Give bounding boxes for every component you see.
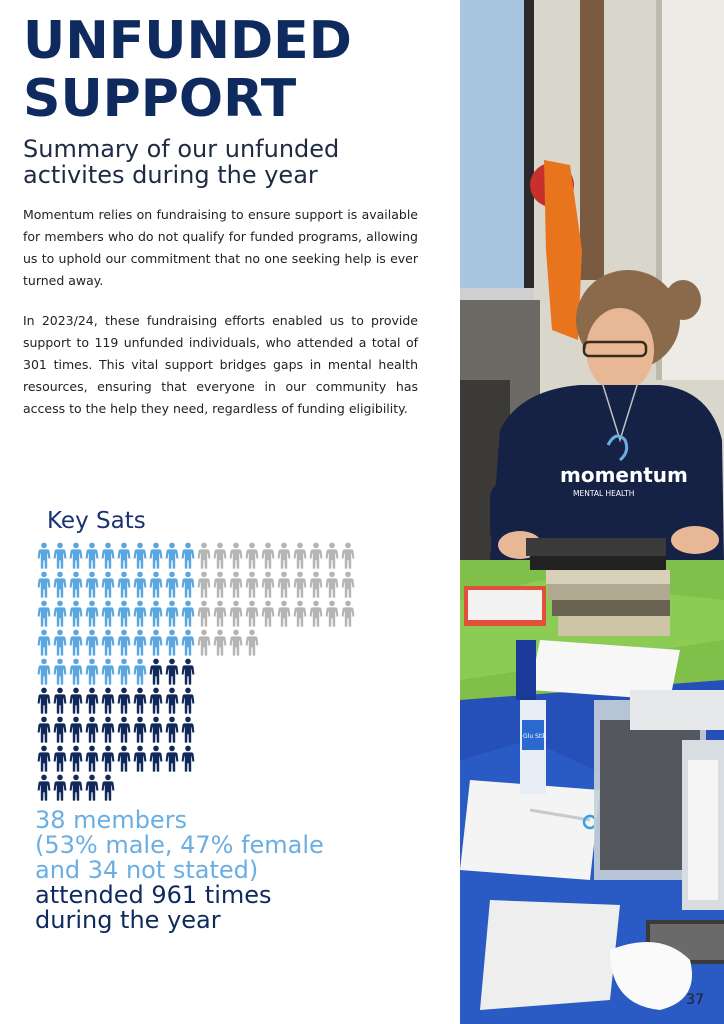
person-icon-dark <box>84 745 100 774</box>
person-icon-light <box>164 600 180 629</box>
person-icon-dark <box>180 716 196 745</box>
grid-spacer <box>340 745 356 774</box>
person-icon-dark <box>132 745 148 774</box>
grid-spacer <box>324 687 340 716</box>
shirt-brand-text: momentum <box>560 463 688 487</box>
grid-spacer <box>276 716 292 745</box>
grid-spacer <box>292 716 308 745</box>
person-icon-dark <box>164 745 180 774</box>
person-icon-dark <box>164 658 180 687</box>
grid-spacer <box>292 745 308 774</box>
grid-spacer <box>260 745 276 774</box>
person-icon-dark <box>84 687 100 716</box>
grid-spacer <box>244 658 260 687</box>
person-icon-gray <box>276 571 292 600</box>
grid-spacer <box>324 745 340 774</box>
person-icon-light <box>52 600 68 629</box>
grid-spacer <box>276 629 292 658</box>
grid-spacer <box>308 745 324 774</box>
person-icon-gray <box>228 600 244 629</box>
people-infographic <box>36 542 356 803</box>
key-stats-heading: Key Sats <box>47 508 146 534</box>
grid-spacer <box>180 774 196 803</box>
person-icon-dark <box>84 774 100 803</box>
person-icon-dark <box>116 716 132 745</box>
summary-period: during the year <box>35 906 221 934</box>
person-icon-light <box>148 571 164 600</box>
person-icon-dark <box>180 745 196 774</box>
grid-spacer <box>308 629 324 658</box>
person-icon-gray <box>324 571 340 600</box>
grid-spacer <box>164 774 180 803</box>
person-icon-gray <box>244 600 260 629</box>
person-icon-dark <box>36 745 52 774</box>
person-icon-light <box>68 571 84 600</box>
grid-spacer <box>228 774 244 803</box>
workshop-photo <box>460 0 724 1024</box>
person-icon-light <box>84 658 100 687</box>
person-icon-gray <box>260 542 276 571</box>
person-icon-light <box>180 600 196 629</box>
person-icon-light <box>180 629 196 658</box>
person-icon-dark <box>84 716 100 745</box>
person-icon-gray <box>324 600 340 629</box>
person-icon-light <box>180 571 196 600</box>
person-icon-dark <box>68 745 84 774</box>
grid-spacer <box>324 774 340 803</box>
person-icon-dark <box>180 658 196 687</box>
person-icon-light <box>180 542 196 571</box>
person-icon-light <box>52 542 68 571</box>
page-subtitle <box>23 136 423 188</box>
person-icon-dark <box>180 687 196 716</box>
person-icon-light <box>100 542 116 571</box>
person-icon-dark <box>164 716 180 745</box>
summary-attendance: attended 961 times <box>35 881 272 909</box>
person-icon-light <box>52 658 68 687</box>
person-icon-dark <box>116 745 132 774</box>
person-icon-light <box>68 600 84 629</box>
grid-spacer <box>340 687 356 716</box>
person-icon-light <box>164 542 180 571</box>
person-icon-dark <box>148 745 164 774</box>
person-icon-dark <box>132 687 148 716</box>
person-icon-dark <box>100 716 116 745</box>
grid-spacer <box>324 629 340 658</box>
person-icon-gray <box>340 600 356 629</box>
title-line-2: SUPPORT <box>23 69 297 129</box>
person-icon-gray <box>212 629 228 658</box>
person-icon-gray <box>260 600 276 629</box>
person-icon-light <box>148 542 164 571</box>
grid-spacer <box>260 716 276 745</box>
person-icon-dark <box>100 687 116 716</box>
grid-spacer <box>324 658 340 687</box>
person-icon-gray <box>196 571 212 600</box>
grid-spacer <box>308 658 324 687</box>
grid-spacer <box>340 774 356 803</box>
person-icon-gray <box>260 571 276 600</box>
grid-spacer <box>116 774 132 803</box>
person-icon-gray <box>340 571 356 600</box>
grid-spacer <box>132 774 148 803</box>
person-icon-light <box>100 571 116 600</box>
grid-spacer <box>340 629 356 658</box>
grid-spacer <box>276 658 292 687</box>
grid-spacer <box>212 745 228 774</box>
person-icon-gray <box>196 542 212 571</box>
glue-label-text: Glu Stik <box>523 733 547 740</box>
grid-spacer <box>244 687 260 716</box>
grid-spacer <box>340 658 356 687</box>
person-icon-light <box>68 629 84 658</box>
person-icon-dark <box>100 774 116 803</box>
person-icon-gray <box>292 542 308 571</box>
person-icon-light <box>148 600 164 629</box>
person-icon-light <box>132 571 148 600</box>
person-icon-dark <box>36 716 52 745</box>
grid-spacer <box>212 687 228 716</box>
summary-members: 38 members <box>35 806 188 834</box>
person-icon-dark <box>148 716 164 745</box>
person-icon-gray <box>308 600 324 629</box>
person-icon-light <box>164 629 180 658</box>
person-icon-dark <box>68 716 84 745</box>
grid-spacer <box>196 716 212 745</box>
person-icon-dark <box>100 745 116 774</box>
person-icon-dark <box>52 687 68 716</box>
person-icon-light <box>84 571 100 600</box>
grid-spacer <box>308 774 324 803</box>
person-icon-light <box>68 658 84 687</box>
subtitle-line-1: Summary of our unfunded <box>23 135 340 163</box>
grid-spacer <box>292 658 308 687</box>
person-icon-gray <box>244 542 260 571</box>
person-icon-light <box>116 571 132 600</box>
grid-spacer <box>276 687 292 716</box>
person-icon-dark <box>148 687 164 716</box>
grid-spacer <box>276 774 292 803</box>
person-icon-dark <box>52 716 68 745</box>
person-icon-light <box>36 600 52 629</box>
grid-spacer <box>228 745 244 774</box>
person-icon-gray <box>196 629 212 658</box>
person-icon-gray <box>228 571 244 600</box>
person-icon-light <box>36 571 52 600</box>
person-icon-gray <box>228 629 244 658</box>
person-icon-light <box>84 600 100 629</box>
grid-spacer <box>196 687 212 716</box>
person-icon-gray <box>212 542 228 571</box>
person-icon-light <box>164 571 180 600</box>
grid-spacer <box>324 716 340 745</box>
person-icon-light <box>132 629 148 658</box>
person-icon-light <box>52 571 68 600</box>
person-icon-light <box>84 542 100 571</box>
person-icon-light <box>116 629 132 658</box>
grid-spacer <box>308 716 324 745</box>
person-icon-light <box>100 629 116 658</box>
grid-spacer <box>228 687 244 716</box>
person-icon-dark <box>148 658 164 687</box>
person-icon-dark <box>52 774 68 803</box>
person-icon-light <box>100 600 116 629</box>
grid-spacer <box>260 629 276 658</box>
grid-spacer <box>196 774 212 803</box>
grid-spacer <box>244 745 260 774</box>
person-icon-dark <box>68 774 84 803</box>
grid-spacer <box>292 629 308 658</box>
grid-spacer <box>308 687 324 716</box>
person-icon-light <box>116 600 132 629</box>
person-icon-dark <box>116 687 132 716</box>
grid-spacer <box>260 687 276 716</box>
person-icon-gray <box>324 542 340 571</box>
person-icon-gray <box>292 600 308 629</box>
person-icon-light <box>148 629 164 658</box>
person-icon-light <box>100 658 116 687</box>
person-icon-light <box>52 629 68 658</box>
person-icon-dark <box>52 745 68 774</box>
person-icon-gray <box>292 571 308 600</box>
grid-spacer <box>292 687 308 716</box>
page-number: 37 <box>686 992 704 1008</box>
person-icon-gray <box>228 542 244 571</box>
grid-spacer <box>276 745 292 774</box>
summary-gender-split: (53% male, 47% female <box>35 831 324 859</box>
person-icon-light <box>132 600 148 629</box>
grid-spacer <box>340 716 356 745</box>
page-title <box>23 12 352 128</box>
grid-spacer <box>212 658 228 687</box>
person-icon-gray <box>308 571 324 600</box>
title-line-1: UNFUNDED <box>23 11 352 71</box>
person-icon-gray <box>212 600 228 629</box>
person-icon-light <box>116 542 132 571</box>
person-icon-gray <box>308 542 324 571</box>
person-icon-light <box>132 658 148 687</box>
person-icon-gray <box>244 571 260 600</box>
stats-summary <box>35 808 435 933</box>
person-icon-light <box>36 658 52 687</box>
person-icon-dark <box>68 687 84 716</box>
person-icon-gray <box>340 542 356 571</box>
detail-paragraph: In 2023/24, these fundraising efforts enabled us to provide support to 119 unfunded individuals, who attended a total of 301 times. This vital support bridges gaps in mental health resources, ensuring that everyone in our community has access to the help they need, regardless of funding eligibility. <box>23 313 418 416</box>
grid-spacer <box>196 745 212 774</box>
grid-spacer <box>260 774 276 803</box>
person-icon-gray <box>244 629 260 658</box>
shirt-sub-text: MENTAL HEALTH <box>573 489 635 498</box>
person-icon-light <box>36 542 52 571</box>
person-icon-dark <box>36 774 52 803</box>
summary-not-stated: and 34 not stated) <box>35 856 259 884</box>
person-icon-light <box>36 629 52 658</box>
person-icon-gray <box>212 571 228 600</box>
grid-spacer <box>244 774 260 803</box>
person-icon-dark <box>164 687 180 716</box>
person-icon-gray <box>276 542 292 571</box>
person-icon-light <box>116 658 132 687</box>
grid-spacer <box>212 774 228 803</box>
subtitle-line-2: activites during the year <box>23 161 318 189</box>
person-icon-dark <box>132 716 148 745</box>
person-icon-light <box>84 629 100 658</box>
grid-spacer <box>244 716 260 745</box>
grid-spacer <box>212 716 228 745</box>
grid-spacer <box>228 716 244 745</box>
intro-paragraph: Momentum relies on fundraising to ensure support is available for members who do not qualify for funded programs, allowing us to uphold our commitment that no one seeking help is ever turned away. <box>23 207 418 288</box>
person-icon-gray <box>196 600 212 629</box>
grid-spacer <box>260 658 276 687</box>
person-icon-dark <box>36 687 52 716</box>
grid-spacer <box>292 774 308 803</box>
grid-spacer <box>148 774 164 803</box>
person-icon-light <box>132 542 148 571</box>
grid-spacer <box>196 658 212 687</box>
person-icon-gray <box>276 600 292 629</box>
person-icon-light <box>68 542 84 571</box>
grid-spacer <box>228 658 244 687</box>
